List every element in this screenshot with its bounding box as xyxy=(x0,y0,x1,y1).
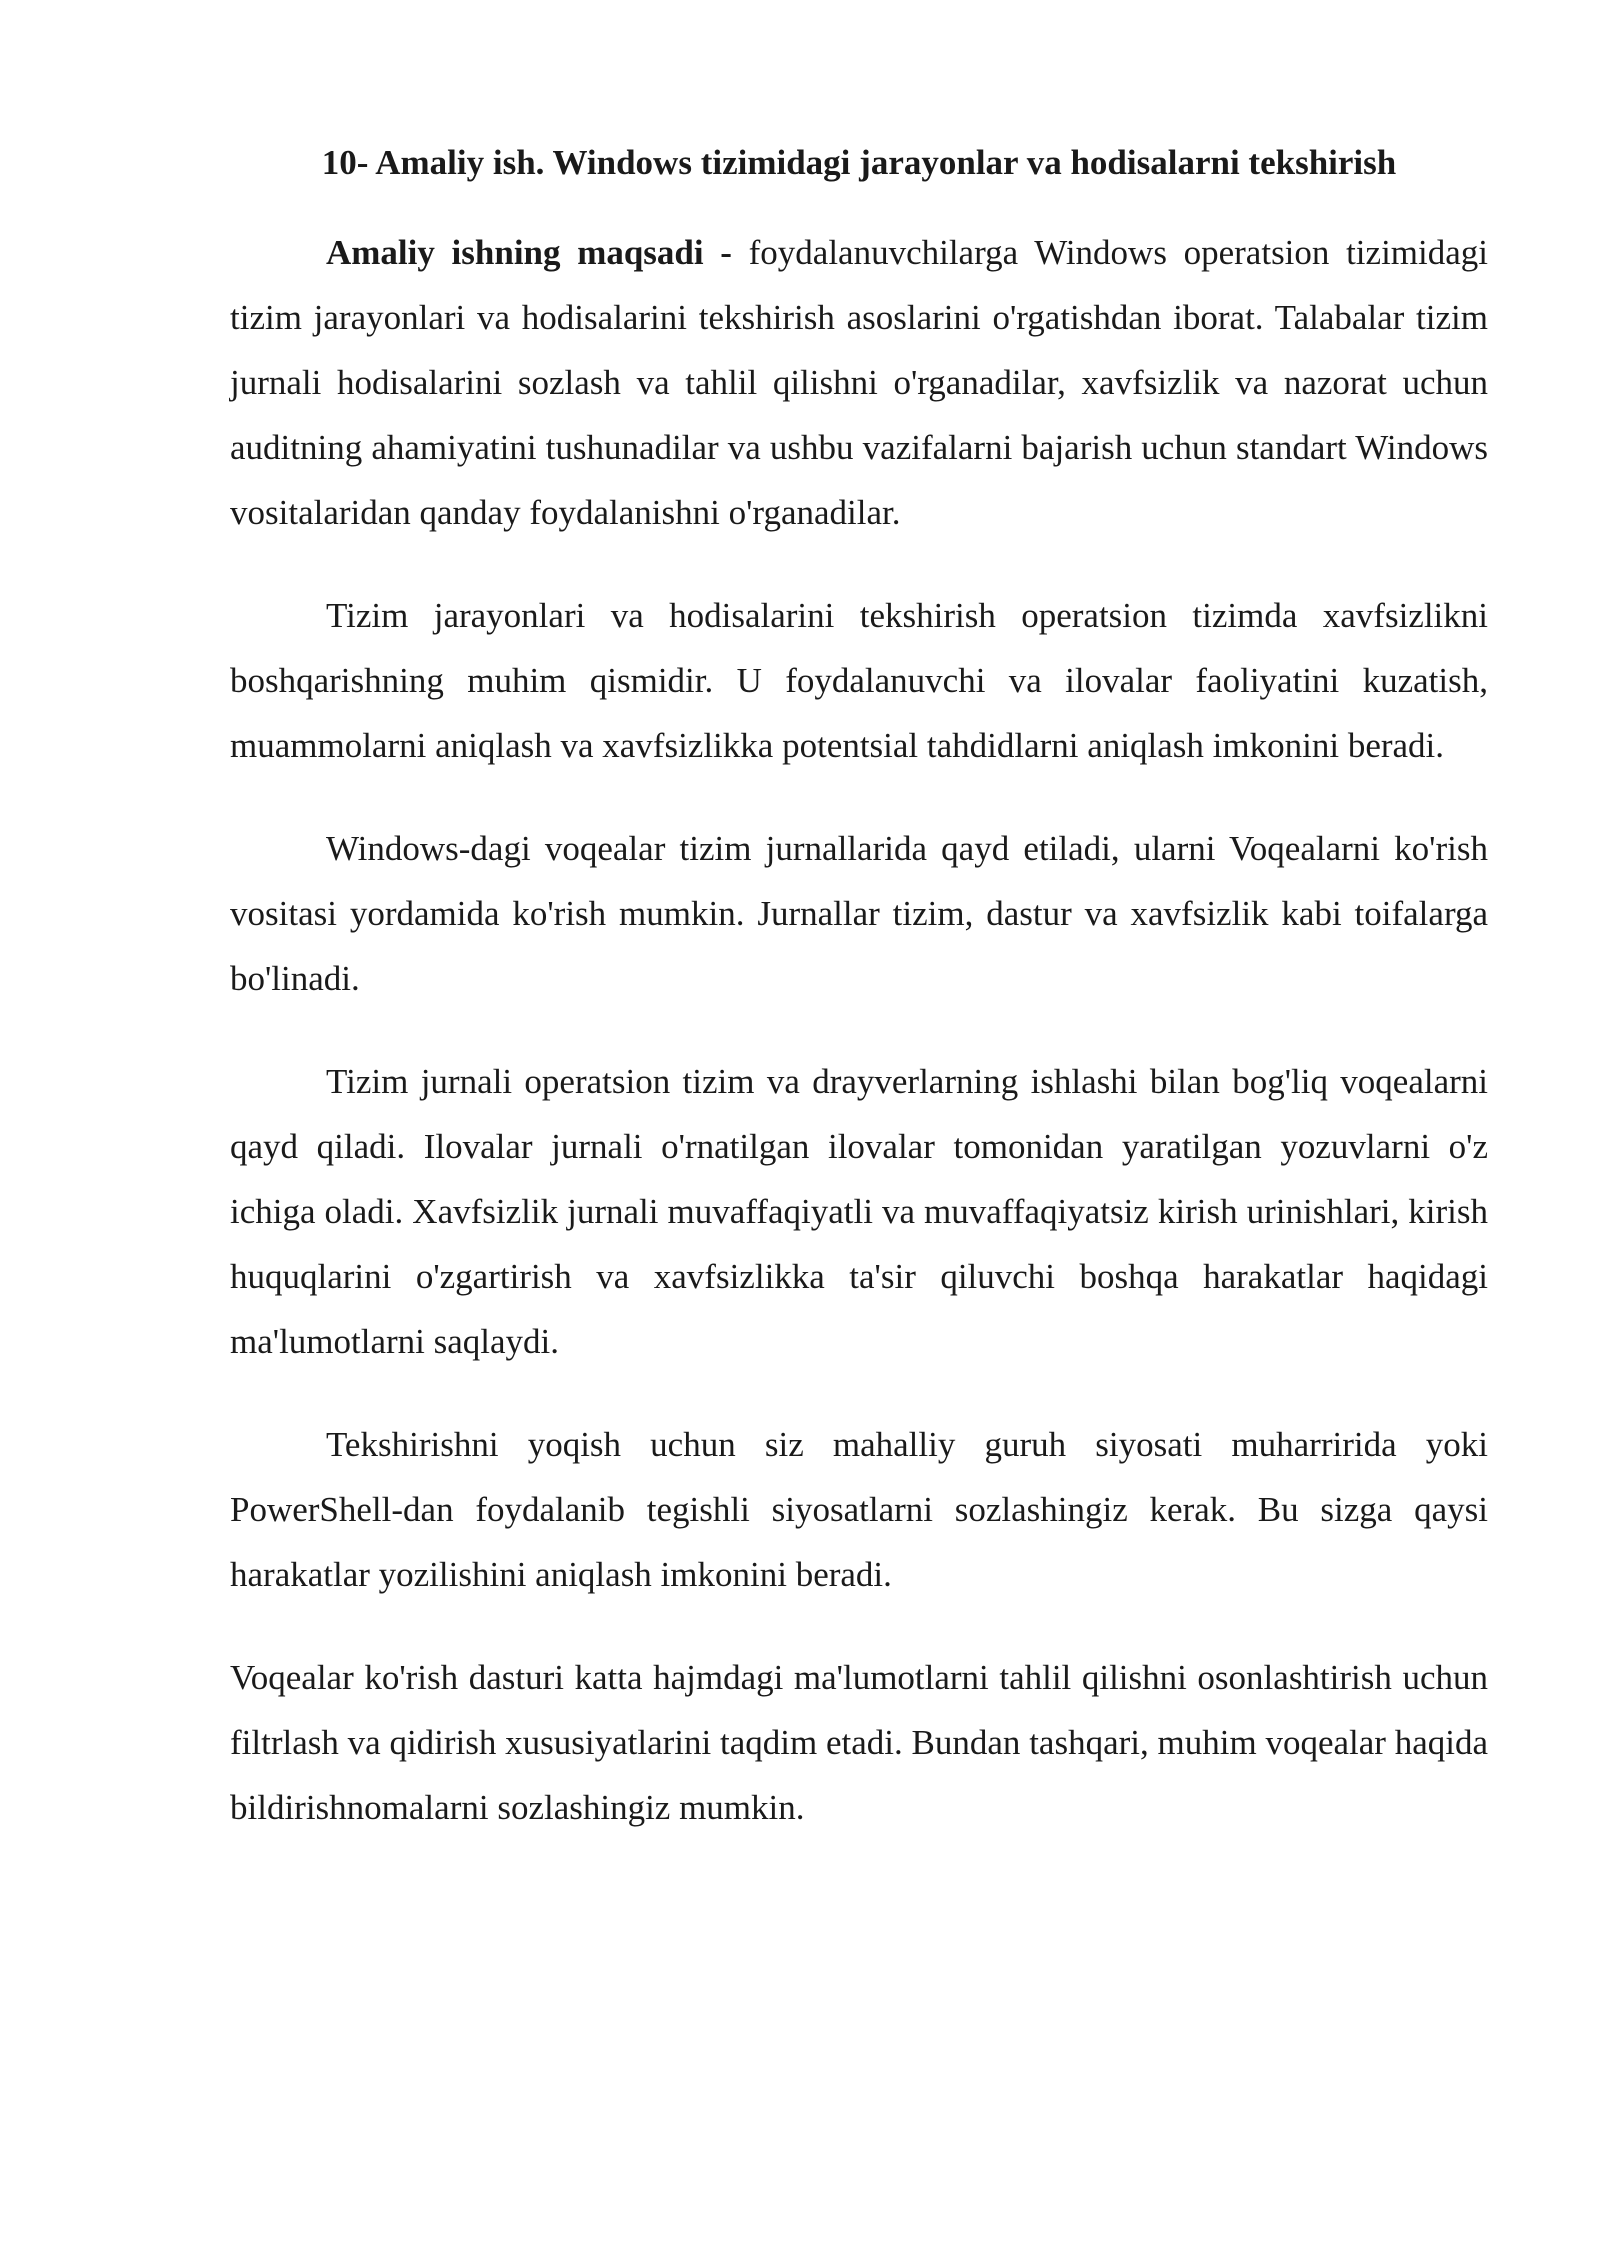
paragraph: Windows-dagi voqealar tizim jurnallarida qayd etiladi, ularni Voqealarni ko'rish vositasi yordamida ko'rish mumkin. Jurnallar tizim, dastur va xavfsizlik kabi toifalarga bo'linadi. xyxy=(230,828,1488,998)
document-page xyxy=(230,140,1488,1878)
intro-text: foydalanuvchilarga Windows operatsion tizimidagi tizim jarayonlari va hodisalarini tekshirish asoslarini o'rgatishdan iborat. Talabalar tizim jurnali hodisalarini sozlash va tahlil qilishni o'rganadilar, xavfsizlik va nazorat uchun auditning ahamiyatini tushunadilar va ushbu vazifalarni bajarish uchun standart Windows vositalaridan qanday foydalanishni o'rganadilar. xyxy=(230,232,1488,532)
paragraph: Tizim jarayonlari va hodisalarini tekshirish operatsion tizimda xavfsizlikni boshqarishning muhim qismidir. U foydalanuvchi va ilovalar faoliyatini kuzatish, muammolarni aniqlash va xavfsizlikka potentsial tahdidlarni aniqlash imkonini beradi. xyxy=(230,595,1488,765)
paragraph: Tekshirishni yoqish uchun siz mahalliy guruh siyosati muharririda yoki PowerShell-dan foydalanib tegishli siyosatlarni sozlashingiz kerak. Bu sizga qaysi harakatlar yozilishini aniqlash imkonini beradi. xyxy=(230,1424,1488,1594)
intro-lead: Amaliy ishning maqsadi - xyxy=(326,232,732,272)
intro-paragraph xyxy=(230,220,1488,545)
paragraph: Tizim jurnali operatsion tizim va drayverlarning ishlashi bilan bog'liq voqealarni qayd qiladi. Ilovalar jurnali o'rnatilgan ilovalar tomonidan yaratilgan yozuvlarni o'z ichiga oladi. Xavfsizlik jurnali muvaffaqiyatli va muvaffaqiyatsiz kirish urinishlari, kirish huquqlarini o'zgartirish va xavfsizlikka ta'sir qiluvchi boshqa harakatlar haqidagi ma'lumotlarni saqlaydi. xyxy=(230,1061,1488,1361)
document-title: 10- Amaliy ish. Windows tizimidagi jarayonlar va hodisalarni tekshirish xyxy=(321,143,1397,182)
paragraph: Voqealar ko'rish dasturi katta hajmdagi ma'lumotlarni tahlil qilishni osonlashtirish uchun filtrlash va qidirish xususiyatlarini taqdim etadi. Bundan tashqari, muhim voqealar haqida bildirishnomalarni sozlashingiz mumkin. xyxy=(230,1657,1488,1827)
